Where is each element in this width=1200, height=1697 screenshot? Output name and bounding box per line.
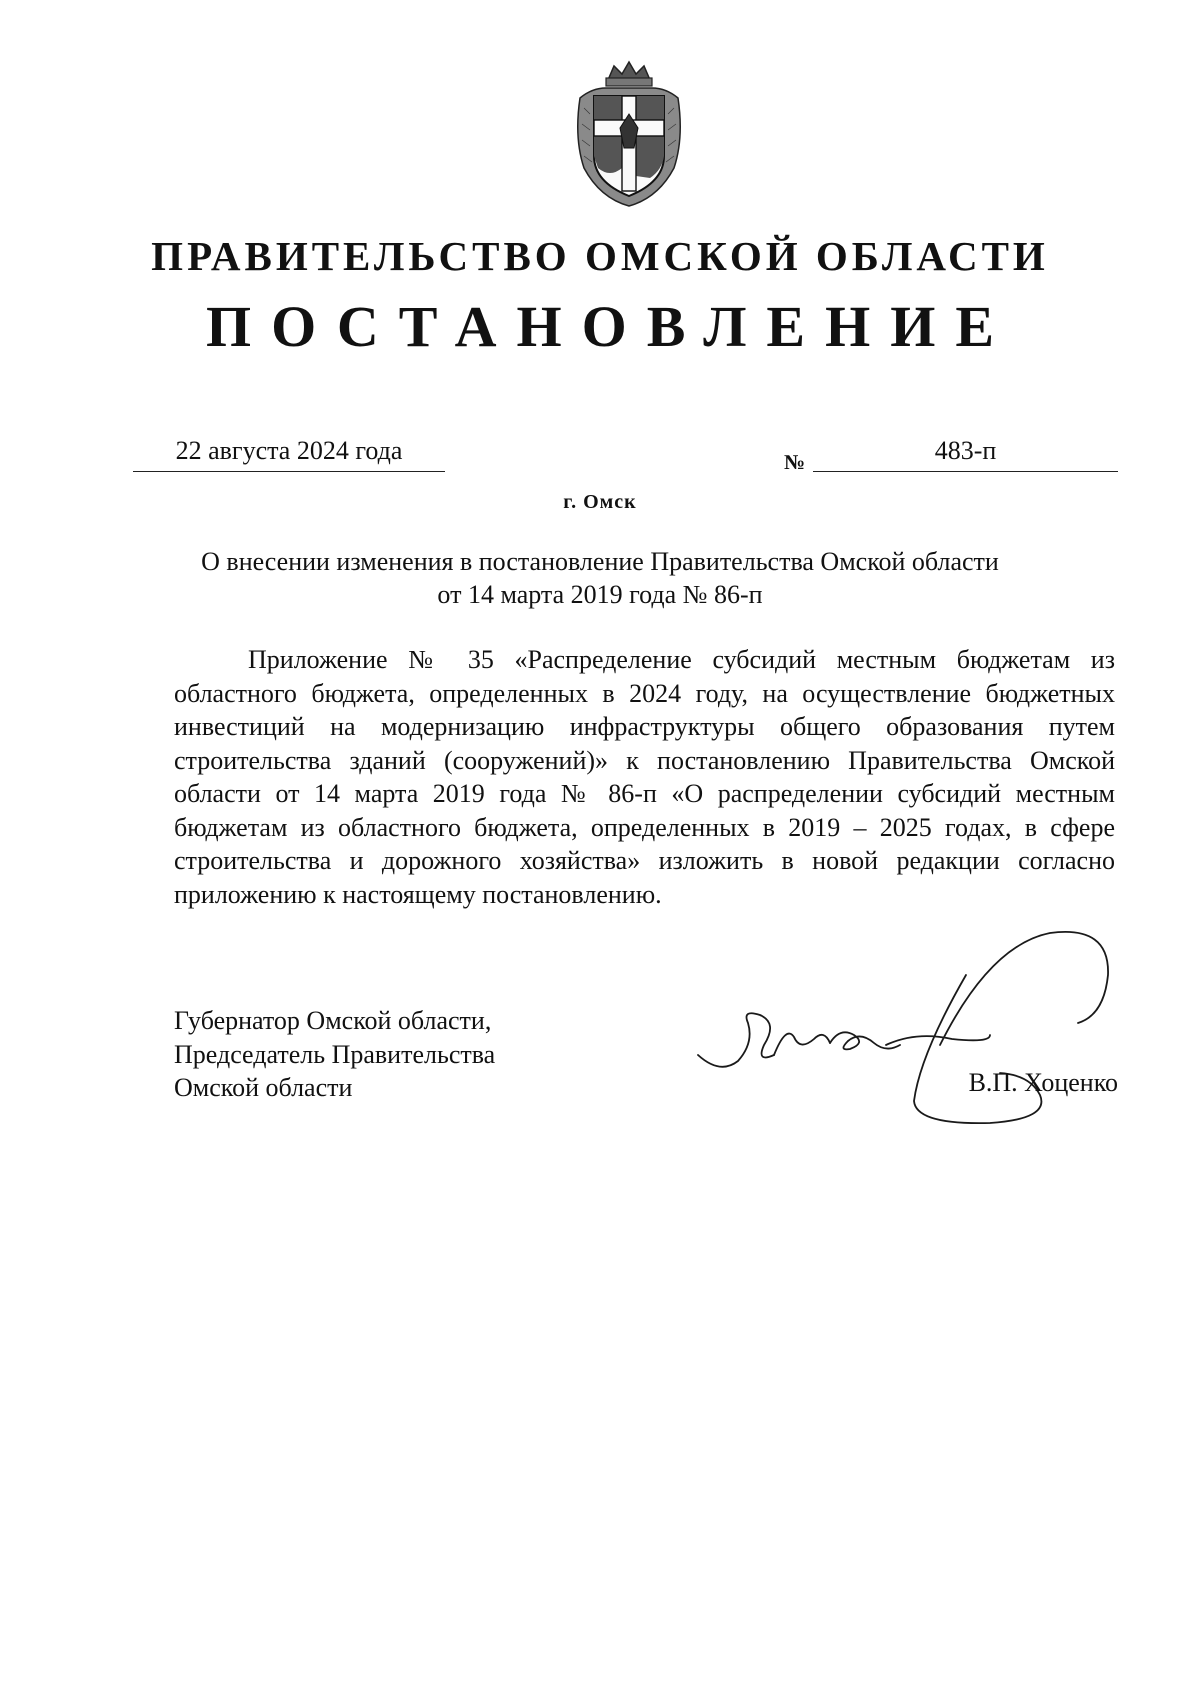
issuing-authority: ПРАВИТЕЛЬСТВО ОМСКОЙ ОБЛАСТИ [151, 233, 1049, 279]
document-date: 22 августа 2024 года [175, 436, 403, 465]
signer-position-line-2: Председатель Правительства [174, 1039, 496, 1069]
signer-position [174, 1004, 495, 1105]
number-sign: № [784, 450, 806, 474]
signer-position-line-1: Губернатор Омской области, [174, 1006, 492, 1035]
coat-of-arms-icon [570, 58, 688, 208]
number-underline [813, 471, 1118, 472]
document-subject [150, 545, 1050, 611]
signer-name: В.П. Хоценко [968, 1068, 1118, 1097]
date-underline [133, 471, 445, 472]
resolution-paragraph: Приложение № 35 «Распределение субсидий местным бюджетам из областного бюджета, определенных в 2024 году, на осуществление бюджетных инвестиций на модернизацию инфраструктуры общего образования путем строительства зданий (сооружений)» к постановлению Правительства Омской области от 14 марта 2019 года № 86-п «О распределении субсидий местным бюджетам из областного бюджета, определенных в 2019 – 2025 годах, в сфере строительства и дорожного хозяйства» изложить в новой редакции согласно приложению к настоящему постановлению. [174, 645, 1115, 909]
signer-position-line-3: Омской области [174, 1073, 353, 1102]
subject-line-2: от 14 марта 2019 года № 86-п [437, 580, 763, 609]
subject-line-1: О внесении изменения в постановление Правительства Омской области [201, 547, 999, 576]
city-of-issue: г. Омск [563, 491, 637, 513]
document-number: 483-п [934, 436, 997, 465]
document-type-title: ПОСТАНОВЛЕНИЕ [205, 294, 1015, 359]
